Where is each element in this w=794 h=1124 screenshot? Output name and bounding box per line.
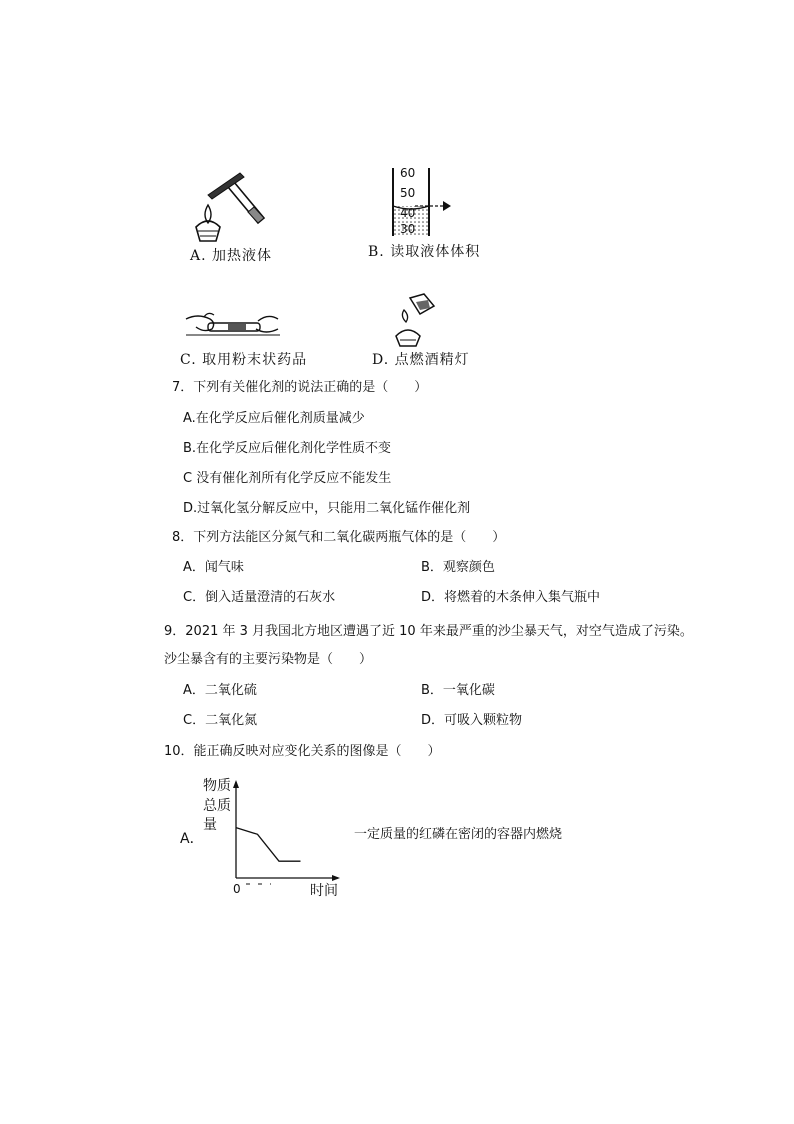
series-line-total-mass (236, 828, 301, 862)
q7-option-a[interactable]: A.在化学反应后催化剂质量减少 (183, 411, 365, 426)
q8-stem: 8．下列方法能区分氮气和二氧化碳两瓶气体的是（ ） (172, 530, 506, 545)
eye-icon (443, 201, 451, 211)
lower-lamp (396, 330, 420, 346)
cylinder-tick-50: 50 (400, 186, 416, 200)
q10-chart (220, 780, 340, 892)
q10-stem: 10．能正确反映对应变化关系的图像是（ ） (164, 744, 441, 759)
q9-stem-line1: 9．2021 年 3 月我国北方地区遭遇了近 10 年来最严重的沙尘暴天气，对空气造成了污染。 (164, 624, 693, 639)
q7-option-d[interactable]: D.过氧化氢分解反应中，只能用二氧化锰作催化剂 (183, 501, 471, 516)
q9-option-c[interactable]: C．二氧化氮 (183, 713, 258, 728)
flame (402, 310, 407, 322)
q9-option-a[interactable]: A．二氧化硫 (183, 683, 257, 698)
figure-c-label: C. 取用粉末状药品 (180, 352, 308, 368)
q10-option-a-label[interactable]: A． (180, 831, 204, 847)
cylinder-tick-60: 60 (400, 166, 416, 180)
chart-y-label-line1: 物质 (203, 778, 231, 794)
chart-y-label-line3: 量 (203, 817, 217, 833)
chart-origin-label: 0 (233, 882, 241, 896)
figure-powder-sampling (186, 305, 281, 345)
q7-option-c[interactable]: C 没有催化剂所有化学反应不能发生 (183, 471, 392, 486)
cylinder-tick-30: 30 (400, 222, 416, 236)
figure-d-label: D. 点燃酒精灯 (372, 352, 470, 368)
q9-stem-line2: 沙尘暴含有的主要污染物是（ ） (164, 652, 373, 667)
q8-option-c[interactable]: C．倒入适量澄清的石灰水 (183, 590, 336, 605)
q8-option-d[interactable]: D．将燃着的木条伸入集气瓶中 (421, 590, 601, 605)
figure-heating-liquid (188, 165, 268, 245)
figure-graduated-cylinder (385, 168, 465, 240)
q9-option-b[interactable]: B．一氧化碳 (421, 683, 495, 698)
q7-option-b[interactable]: B.在化学反应后催化剂化学性质不变 (183, 441, 392, 456)
figure-a-label: A. 加热液体 (190, 248, 273, 264)
chart-y-label-line2: 总质 (203, 798, 231, 814)
test-tube-holder (208, 173, 244, 199)
q8-option-b[interactable]: B．观察颜色 (421, 560, 495, 575)
figure-b-label: B. 读取液体体积 (368, 244, 481, 260)
q10-option-a-description: 一定质量的红磷在密闭的容器内燃烧 (354, 827, 563, 842)
figure-lighting-lamp (390, 292, 450, 348)
q9-option-d[interactable]: D．可吸入颗粒物 (421, 713, 523, 728)
q7-stem: 7．下列有关催化剂的说法正确的是（ ） (172, 380, 428, 395)
cylinder-tick-40: 40 (400, 206, 416, 220)
q8-option-a[interactable]: A．闻气味 (183, 560, 244, 575)
chart-x-label: 时间 (310, 883, 338, 899)
